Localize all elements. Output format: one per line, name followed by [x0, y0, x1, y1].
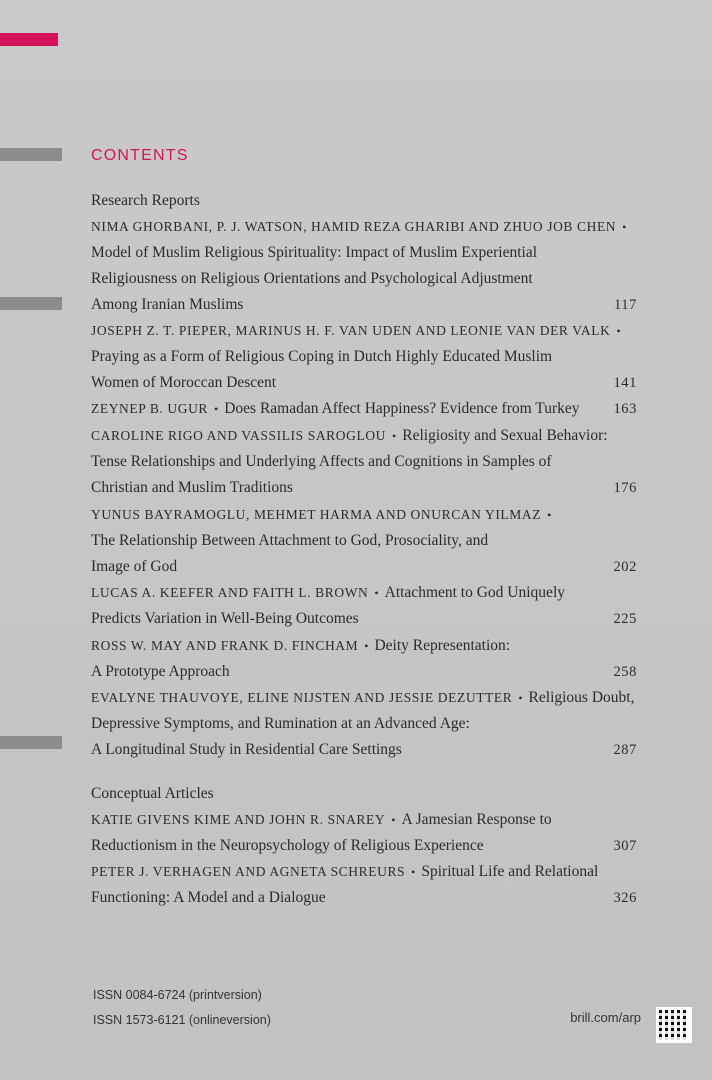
page-number: 117 [613, 297, 637, 313]
edge-tab [0, 148, 62, 161]
section-title-research: Research Reports [91, 192, 200, 209]
toc-entry: ZEYNEP B. UGUR • Does Ramadan Affect Happiness? Evidence from Turkey [91, 400, 580, 417]
toc-entry-title: Depressive Symptoms, and Rumination at an Advanced Age: [91, 715, 470, 732]
toc-entry-title: Tense Relationships and Underlying Affects and Cognitions in Samples of [91, 453, 552, 470]
page-number: 176 [613, 480, 637, 496]
qr-code-icon[interactable] [656, 1007, 692, 1043]
page-number: 307 [613, 838, 637, 854]
toc-entry-title: Praying as a Form of Religious Coping in Dutch Highly Educated Muslim [91, 348, 553, 365]
toc-entry: PETER J. VERHAGEN AND AGNETA SCHREURS • Spiritual Life and Relational [91, 863, 599, 880]
toc-entry-title: Predicts Variation in Well-Being Outcomes [91, 610, 359, 627]
page-number: 258 [613, 664, 637, 680]
issn-print: ISSN 0084-6724 (printversion) [93, 988, 262, 1002]
toc-entry-title: The Relationship Between Attachment to God, Prosociality, and [91, 532, 489, 549]
toc-entry-title: Functioning: A Model and a Dialogue [91, 889, 326, 906]
edge-tab [0, 736, 62, 749]
toc-entry: CAROLINE RIGO AND VASSILIS SAROGLOU • Religiosity and Sexual Behavior: [91, 427, 608, 444]
toc-entry-title: A Longitudinal Study in Residential Care Settings [91, 741, 402, 758]
toc-entry: EVALYNE THAUVOYE, ELINE NIJSTEN AND JESSIE DEZUTTER • Religious Doubt, [91, 689, 635, 706]
toc-entry-title: Religiousness on Religious Orientations and Psychological Adjustment [91, 270, 533, 287]
page-number: 326 [613, 890, 637, 906]
toc-entry: LUCAS A. KEEFER AND FAITH L. BROWN • Attachment to God Uniquely [91, 584, 565, 601]
toc-entry-title: Among Iranian Muslims [91, 296, 244, 313]
page-number: 225 [613, 611, 637, 627]
toc-entry-title: Model of Muslim Religious Spirituality: Impact of Muslim Experiential [91, 244, 538, 261]
page-number: 202 [613, 559, 637, 575]
toc-entry-title: Women of Moroccan Descent [91, 374, 277, 391]
edge-tab [0, 297, 62, 310]
page-number: 141 [613, 375, 637, 391]
issn-online: ISSN 1573-6121 (onlineversion) [93, 1013, 271, 1027]
toc-entry-authors: NIMA GHORBANI, P. J. WATSON, HAMID REZA GHARIBI AND ZHUO JOB CHEN • [91, 219, 627, 234]
toc-entry-title: Reductionism in the Neuropsychology of Religious Experience [91, 837, 484, 854]
contents-heading: CONTENTS [91, 147, 189, 164]
toc-entry: KATIE GIVENS KIME AND JOHN R. SNAREY • A Jamesian Response to [91, 811, 552, 828]
toc-entry: ROSS W. MAY AND FRANK D. FINCHAM • Deity Representation: [91, 637, 511, 654]
section-title-conceptual: Conceptual Articles [91, 785, 214, 802]
page-number: 163 [613, 401, 637, 417]
edge-tab-accent [0, 33, 58, 46]
toc-entry-title: Image of God [91, 558, 178, 575]
toc-entry-authors: JOSEPH Z. T. PIEPER, MARINUS H. F. VAN UDEN AND LEONIE VAN DER VALK • [91, 323, 621, 338]
toc-entry-title: A Prototype Approach [91, 663, 230, 680]
toc-entry-title: Christian and Muslim Traditions [91, 479, 293, 496]
toc-entry-authors: YUNUS BAYRAMOGLU, MEHMET HARMA AND ONURCAN YILMAZ • [91, 507, 552, 522]
website-link[interactable]: brill.com/arp [570, 1010, 641, 1025]
page-number: 287 [613, 742, 637, 758]
